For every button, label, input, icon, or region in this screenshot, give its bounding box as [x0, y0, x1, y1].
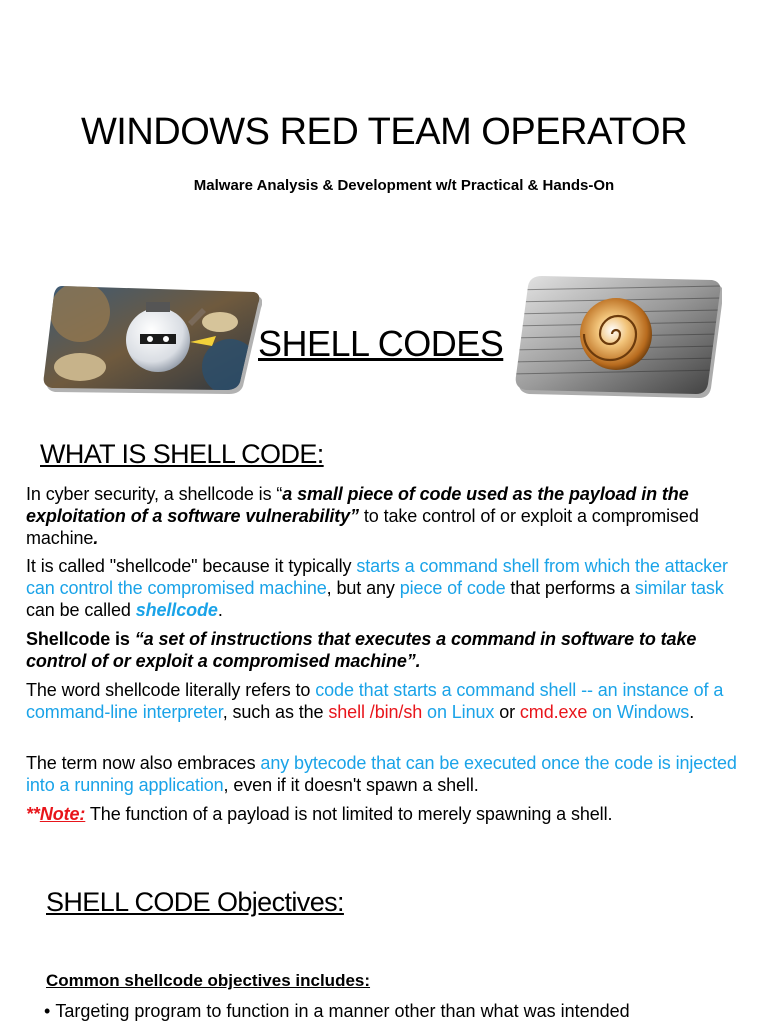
list-item: • Targeting program to function in a manner other than what was intended: [44, 1001, 630, 1021]
objectives-subheading: Common shellcode objectives includes:: [46, 971, 371, 990]
page-title: WINDOWS RED TEAM OPERATOR: [80, 111, 688, 153]
definition-paragraph-1: In cyber security, a shellcode is “a small piece of code used as the payload in the exploitation of a software vulnerability” to take control of or exploit a compromised machine.: [26, 484, 699, 548]
what-is-heading: WHAT IS SHELL CODE:: [40, 439, 324, 469]
page-subtitle: Malware Analysis & Development w/t Practical & Hands-On: [193, 177, 615, 194]
section-title: SHELL CODES: [258, 323, 504, 364]
note-paragraph: **Note: The function of a payload is not limited to merely spawning a shell.: [26, 804, 613, 824]
definition-paragraph-4: The word shellcode literally refers to code that starts a command shell -- an instance of a command-line interpreter, such as the shell /bin/sh on Linux or cmd.exe on Windows.: [26, 680, 724, 722]
definition-paragraph-3: Shellcode is “a set of instructions that executes a command in software to take control of or exploit a compromised machine”.: [26, 629, 697, 671]
hacker-ninja-bomb-image: [40, 282, 262, 394]
definition-paragraph-2: It is called "shellcode" because it typically starts a command shell from which the attacker can control the compromised machine, but any piece of code that performs a similar task can be called shellcode.: [26, 556, 728, 620]
bullet-icon: •: [44, 1001, 56, 1021]
nautilus-shell-code-image: [512, 272, 722, 398]
objectives-heading: SHELL CODE Objectives:: [46, 887, 344, 917]
definition-paragraph-5: The term now also embraces any bytecode that can be executed once the code is injected into a running application, even if it doesn't spawn a shell.: [26, 753, 737, 795]
